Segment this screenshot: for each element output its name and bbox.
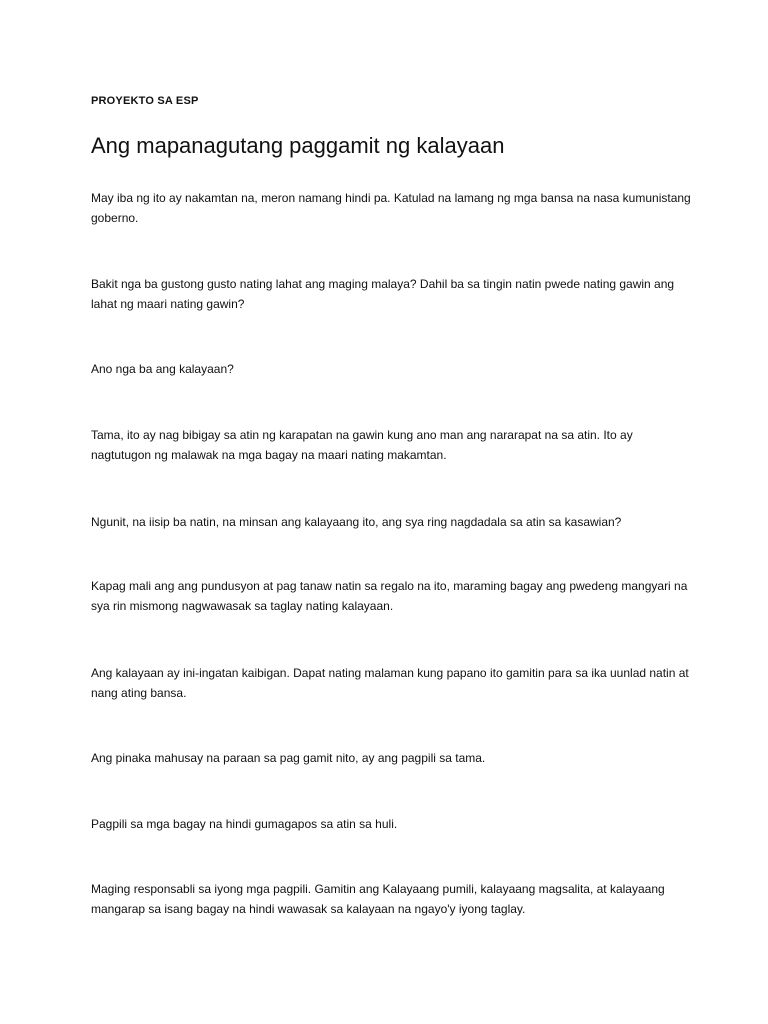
paragraph-6: Kapag mali ang ang pundusyon at pag tanaw natin sa regalo na ito, maraming bagay ang pwedeng mangyari na sya rin mismong nagwawasak sa taglay nating kalayaan. [91, 579, 688, 613]
paragraph-4: Tama, ito ay nag bibigay sa atin ng karapatan na gawin kung ano man ang nararapat na sa atin. Ito ay nagtutugon ng malawak na mga bagay na maari nating makamtan. [91, 428, 633, 462]
paragraph-8: Ang pinaka mahusay na paraan sa pag gamit nito, ay ang pagpili sa tama. [91, 751, 486, 765]
paragraph-10: Maging responsabli sa iyong mga pagpili. Gamitin ang Kalayaang pumili, kalayaang magsalita, at kalayaang mangarap sa isang bagay na hindi wawasak sa kalayaan na ngayo'y iyong taglay. [91, 882, 665, 916]
paragraph-2: Bakit nga ba gustong gusto nating lahat ang maging malaya? Dahil ba sa tingin natin pwede nating gawin ang lahat ng maari nating gawin? [91, 277, 675, 311]
paragraph-7: Ang kalayaan ay ini-ingatan kaibigan. Dapat nating malaman kung papano ito gamitin para sa ika uunlad natin at nang ating bansa. [91, 666, 689, 700]
document-title: Ang mapanagutang paggamit ng kalayaan [91, 133, 505, 158]
paragraph-3: Ano nga ba ang kalayaan? [91, 362, 234, 376]
document-body [91, 94, 691, 916]
paragraph-5: Ngunit, na iisip ba natin, na minsan ang kalayaang ito, ang sya ring nagdadala sa atin sa kasawian? [91, 515, 622, 529]
document-label: PROYEKTO SA ESP [91, 95, 199, 107]
paragraph-1: May iba ng ito ay nakamtan na, meron namang hindi pa. Katulad na lamang ng mga bansa na nasa kumunistang goberno. [91, 191, 691, 225]
paragraph-9: Pagpili sa mga bagay na hindi gumagapos sa atin sa huli. [91, 817, 398, 831]
